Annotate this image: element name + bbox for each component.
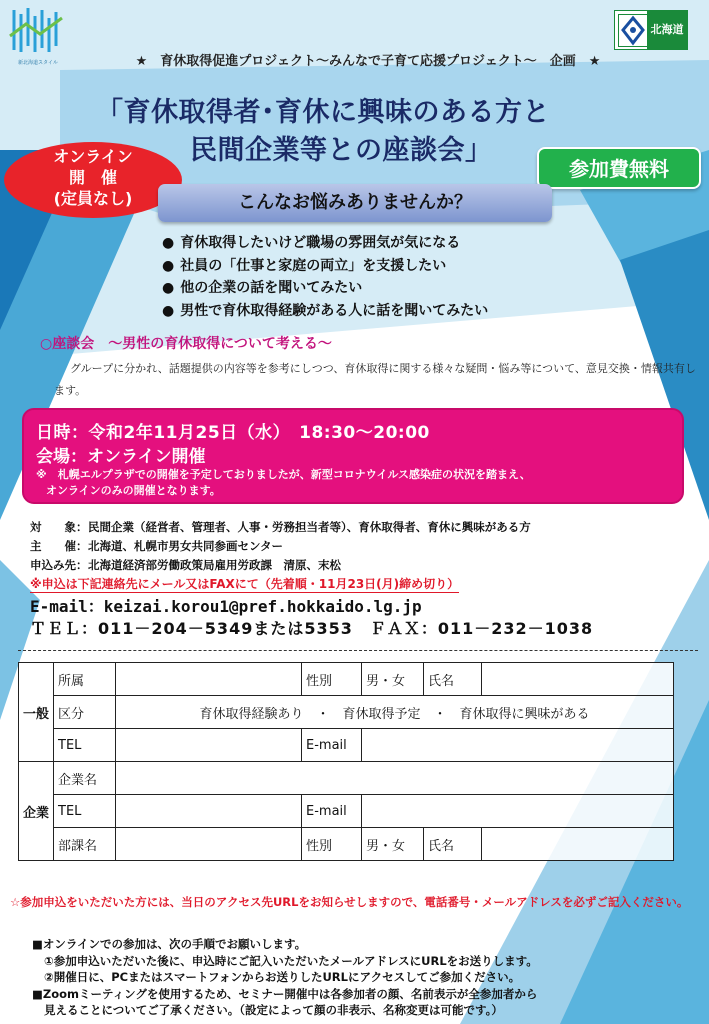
- free-badge: 参加費無料: [537, 147, 701, 189]
- question-banner: こんなお悩みありませんか？: [158, 184, 552, 222]
- list-item: ● 育休取得したいけど職場の雰囲気が気になる: [162, 232, 488, 255]
- cut-line-divider: [18, 650, 698, 651]
- gender-options[interactable]: 男・女: [362, 663, 424, 696]
- event-note-line2: オンラインのみの開催となります。: [46, 484, 221, 497]
- project-line: ★ 育休取得促進プロジェクト～みんなで子育て応援プロジェクト～ 企画 ★: [135, 54, 601, 69]
- company-name-field[interactable]: [116, 762, 674, 795]
- list-item: ● 男性で育休取得経験がある人に話を聞いてみたい: [162, 300, 488, 323]
- zadankai-heading: ○座談会 ～男性の育休取得について考える～: [40, 336, 332, 352]
- company-tel-label: TEL: [54, 795, 116, 828]
- participation-steps: [32, 936, 702, 1019]
- general-group-label: 一般: [19, 663, 54, 762]
- hokkaido-style-logo: [6, 6, 68, 64]
- apply-value: 北海道経済部労働政策局雇用労政課 清原、末松: [88, 558, 341, 572]
- online-badge: [4, 142, 182, 218]
- company-name-person-field[interactable]: [482, 828, 674, 861]
- company-gender-label: 性別: [302, 828, 362, 861]
- company-tel-field[interactable]: [116, 795, 302, 828]
- hokkaido-logo: [614, 10, 688, 50]
- affiliation-field[interactable]: [116, 663, 302, 696]
- event-note-line1: ※ 札幌エルプラザでの開催を予定しておりましたが、新型コロナウイルス感染症の状況を踏まえ、: [36, 468, 531, 481]
- list-item: ● 他の企業の話を聞いてみたい: [162, 277, 488, 300]
- target-value: 民間企業（経営者、管理者、人事・労務担当者等）、育休取得者、育休に興味がある方: [88, 520, 531, 534]
- organizer-value: 北海道、札幌市男女共同参画センター: [88, 539, 284, 553]
- logo-caption: 新北海道スタイル: [18, 60, 58, 66]
- zoom-note-line2: 見えることについてご了承ください。（設定によって顔の非表示、名称変更は可能です。）: [44, 1003, 503, 1017]
- email-field[interactable]: [362, 729, 674, 762]
- apply-label: 申込み先：: [30, 558, 88, 572]
- department-field[interactable]: [116, 828, 302, 861]
- contact-tel-fax: ＴＥＬ：011－204－5349または5353 ＦＡＸ：011－232－1038: [30, 619, 594, 638]
- step-1: ①参加申込いただいた後に、申込時にご記入いただいたメールアドレスにURLをお送りします。: [44, 953, 538, 968]
- list-item: ● 社員の「仕事と家庭の両立」を支援したい: [162, 255, 488, 278]
- category-label: 区分: [54, 696, 116, 729]
- step-2: ②開催日に、PCまたはスマートフォンからお送りしたURLにアクセスしてご参加ください。: [44, 970, 521, 984]
- event-details: [30, 518, 531, 575]
- company-name-label: 企業名: [54, 762, 116, 795]
- company-email-field[interactable]: [362, 795, 674, 828]
- tel-field[interactable]: [116, 729, 302, 762]
- department-label: 部課名: [54, 828, 116, 861]
- hokkaido-emblem-icon: [618, 14, 648, 47]
- application-form: [18, 662, 674, 861]
- event-note: [36, 467, 531, 499]
- company-email-label: E-mail: [302, 795, 362, 828]
- zoom-note-line1: ■Zoomミーティングを使用するため、セミナー開催中は各参加者の顔、名前表示が全参加者から: [32, 986, 538, 1001]
- page-title-line1: 「育休取得者･育休に興味のある方と: [96, 97, 550, 128]
- contact-email[interactable]: E-mail：keizai.korou1@pref.hokkaido.lg.jp: [30, 597, 422, 616]
- name-field[interactable]: [482, 663, 674, 696]
- affiliation-label: 所属: [54, 663, 116, 696]
- url-notice: ☆参加申込をいただいた方には、当日のアクセス先URLをお知らせしますので、電話番号・メールアドレスを必ずご記入ください。: [10, 895, 689, 909]
- hokkaido-logo-text: 北海道: [647, 11, 687, 49]
- online-badge-line3: (定員なし): [53, 189, 133, 208]
- company-name-person-label: 氏名: [424, 828, 482, 861]
- name-label: 氏名: [424, 663, 482, 696]
- online-badge-line2: 開 催: [68, 168, 117, 187]
- tel-label: TEL: [54, 729, 116, 762]
- online-badge-line1: オンライン: [53, 147, 133, 166]
- category-options[interactable]: 育休取得経験あり ・ 育休取得予定 ・ 育休取得に興味がある: [116, 696, 674, 729]
- organizer-label: 主 催：: [30, 539, 88, 553]
- company-group-label: 企業: [19, 762, 54, 861]
- event-venue: 会場：オンライン開催: [36, 447, 206, 467]
- gender-label: 性別: [302, 663, 362, 696]
- event-datetime: 日時：令和2年11月25日（水） 18:30～20:00: [36, 423, 430, 443]
- online-intro: ■オンラインでの参加は、次の手順でお願いします。: [32, 937, 307, 951]
- zadankai-description: グループに分かれ、話題提供の内容等を参考にしつつ、育休取得に関する様々な疑問・悩み等について、意見交換・情報共有します。: [54, 362, 696, 397]
- deadline-note: ※申込は下記連絡先にメール又はFAXにて（先着順・11月23日(月)締め切り）: [30, 577, 460, 591]
- hokkaido-style-logo-icon: [6, 6, 68, 56]
- page-title-line2: 民間企業等との座談会」: [190, 135, 493, 166]
- email-label: E-mail: [302, 729, 362, 762]
- concerns-list: [162, 232, 488, 322]
- company-gender-options[interactable]: 男・女: [362, 828, 424, 861]
- target-label: 対 象：: [30, 520, 88, 534]
